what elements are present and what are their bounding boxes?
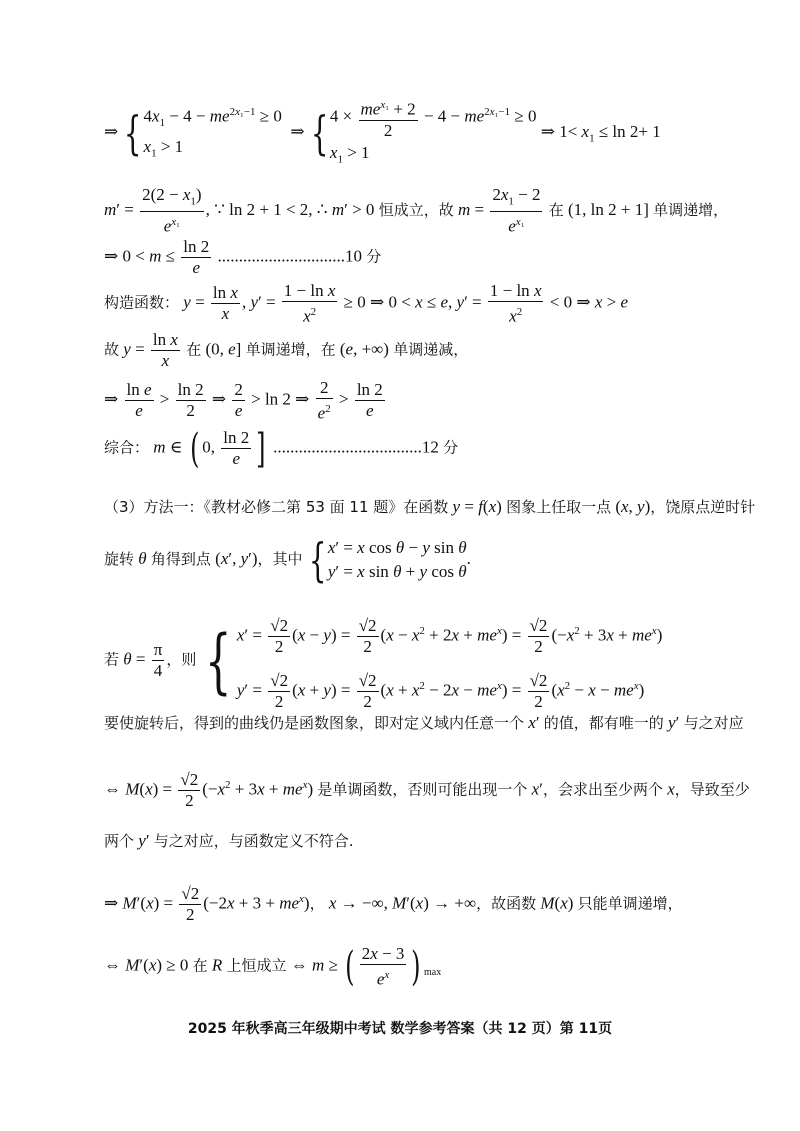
- math-line-8: （3）方法一：《教材必修二第 53 面 11 题》在函数 y = f(x) 图象上任取一点 (x, y)，饶原点逆时针: [104, 497, 756, 516]
- math-line-7: 综合： m ∈ ( 0, $\frac{\ln 2}{e}$ ] ...................................12 分: [104, 425, 459, 472]
- math-line-6: ⇒ $\frac{\text{ln e}}{e}$ > $\frac{\ln 2}{2}$ ⇒ $\frac{2}{e}$ > ln 2 ⇒ $\frac{2}{e^2}$ > $\frac{\ln 2}{e}$: [104, 378, 383, 423]
- math-line-4: 构造函数： y = $\frac{\text{ln x}}{x}$ , y′ = $\frac{\text{1 − ln x}}{x^2}$ ≥ 0 ⇒ 0 < x ≤ e, y′ = $\frac{\text{1 − ln x}}{x^2}$ < 0 ⇒ x > e: [104, 281, 629, 326]
- math-line-11: 要使旋转后，得到的曲线仍是函数图象，即对定义域内任意一个 x′ 的值，都有唯一的 y′ 与之对应: [104, 713, 744, 732]
- page-footer: 2025 年秋季高三年级期中考试 数学参考答案（共 12 页）第 11页: [187, 1021, 613, 1037]
- math-line-9: 旋转 θ 角得到点 (x′, y′)，其中 { x′ = x cos θ − y sin θ y′ = x sin θ + y cos θ .: [104, 533, 471, 587]
- math-line-14: ⇒ M′(x) = $\frac{√2}{2}$ $(-2x + 3 + me^x)$， x → −∞, M′(x) → +∞，故函数 M(x) 只能单调递增，: [104, 884, 683, 924]
- math-line-10: 若 θ = $\frac{\pi}{4}$ ，则 { x′ = $\frac{√2}{2}$ (x − y) = $\frac{√2}{2}$ $(x - x^2 + 2x + me^x)$ = $\frac{√2}{2}$ $(-x^2 + 3x + me^x)$ y′ = $\frac{√2}{2}$ (x + y) = $\frac{√2}{2}$ $(x + x^2 - 2x - me^x)$ = $\frac{√2}{2}$ $(x^2 - x - me^x)$: [104, 616, 663, 711]
- math-line-1: ⇒ { $4x_1 - 4 - me^{2x_1-1} \ge 0$ $x_1 > 1$ ⇒ { 4 × $me^{x_1} + 2$ 2 − $4 - me^{2x_1-1} \ge 0$ $x_1 > 1$ ⇒ $1< x_1 \le \ln 2+ 1$: [104, 95, 760, 171]
- math-line-15: ⇔ M′(x) ≥ 0 在 R 上恒成立 ⇔ m ≥ ( $\frac{2x - 3}{e^x}$ ) $_{max}$: [104, 943, 442, 990]
- math-line-12: ⇔ M(x) = $\frac{√2}{2}$ $(-x^2 + 3x + me^x)$ 是单调函数，否则可能出现一个 x′，会求出至少两个 x，导致至少: [104, 770, 750, 810]
- math-line-13: 两个 y′ 与之对应，与函数定义不符合.: [104, 831, 354, 850]
- math-line-3: ⇒ 0 < m ≤ $\frac{\ln 2}{e}$ ..............................10 分: [104, 237, 382, 277]
- math-line-2: m′ = $\frac{2(2 - x_1)}{e^{x_1}}$ , ∵ ln 2 + 1 < 2, ∴ m′ > 0 恒成立，故 m = $\frac{2x_1 - 2}{e^{x_1}}$ 在 (1, ln 2 + 1] 单调递增，: [104, 185, 729, 237]
- math-line-5: 故 y = $\frac{\text{ln x}}{x}$ 在 (0, e] 单调递增，在 (e, +∞) 单调递减，: [104, 330, 469, 370]
